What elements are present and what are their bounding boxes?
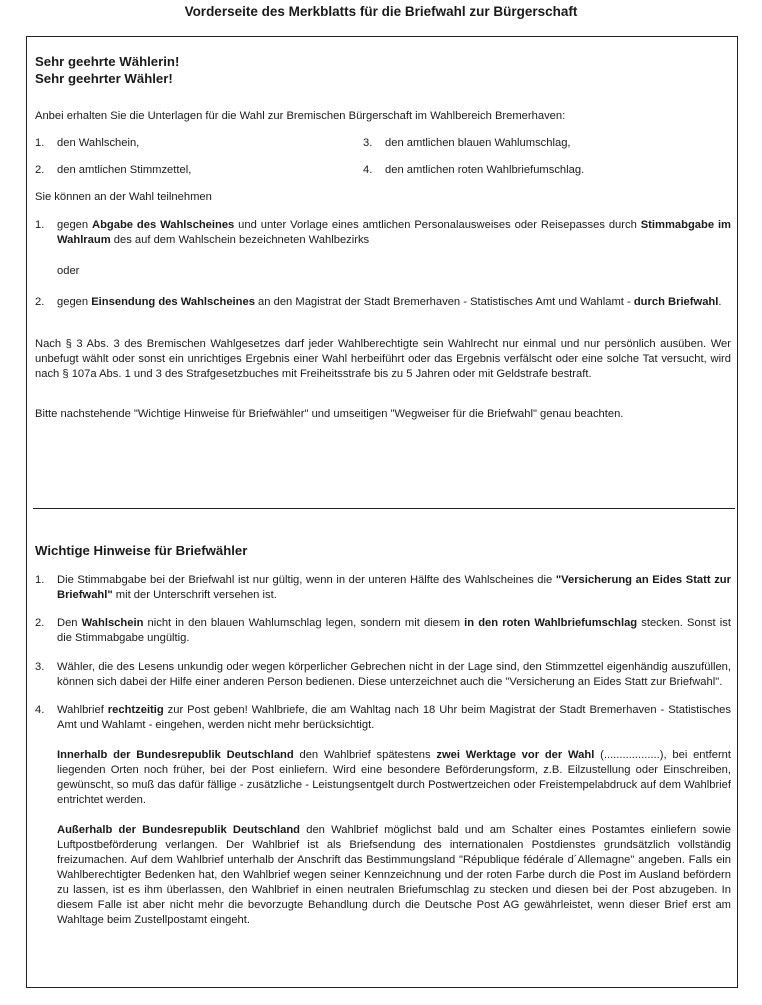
hint-number: 1. — [35, 574, 45, 586]
list-text: den amtlichen Stimmzettel, — [57, 164, 192, 176]
hint-text: Wahlbrief rechtzeitig zur Post geben! Wahlbriefe, die am Wahltag nach 18 Uhr beim Magistrat der Stadt Bremerhaven - Statistisches Amt und Wahlamt - eingehen, werden nicht mehr berücksichtigt. — [57, 704, 731, 731]
legal-notice: Nach § 3 Abs. 3 des Bremischen Wahlgesetzes darf jeder Wahlberechtigte sein Wahlrecht nur einmal und nur persönlich ausüben. Wer unbefugt wählt oder sonst ein unrichtiges Ergebnis einer Wahl herbeiführt oder das Ergebnis verfälscht oder eine solche Tat versucht, wird nach § 107a Abs. 1 und 3 des Strafgesetzbuches mit Freiheitsstrafe bis zu 5 Jahren oder mit Geldstrafe bestraft. — [35, 338, 731, 380]
list-item — [363, 163, 731, 178]
letter-section — [35, 53, 731, 422]
document-title: Vorderseite des Merkblatts für die Briefwahl zur Bürgerschaft — [184, 4, 578, 19]
hint-text: Die Stimmabgabe bei der Briefwahl ist nur gültig, wenn in der unteren Hälfte des Wahlscheines die "Versicherung an Eides Statt zur Briefwahl" mit der Unterschrift versehen ist. — [57, 574, 731, 601]
option-number: 2. — [35, 296, 45, 308]
hint-text: Den Wahlschein nicht in den blauen Wahlumschlag legen, sondern mit diesem in den roten Wahlbriefumschlag stecken. Sonst ist die Stimmabgabe ungültig. — [57, 617, 731, 644]
hint-number: 4. — [35, 704, 45, 716]
or-text: oder — [57, 265, 80, 277]
list-item — [35, 136, 363, 151]
hints-section — [35, 542, 731, 928]
hint-item — [35, 616, 731, 646]
document-frame — [26, 36, 738, 988]
greeting-male: Sehr geehrter Wähler! — [35, 71, 173, 86]
greeting-female: Sehr geehrte Wählerin! — [35, 54, 180, 69]
option-text: gegen Abgabe des Wahlscheines und unter Vorlage eines amtlichen Personalausweises oder Reisepasses durch Stimmabgabe im Wahlraum des auf dem Wahlschein bezeichneten Wahlbezirks — [57, 219, 732, 246]
list-item — [363, 136, 731, 151]
documents-list-row-1 — [35, 136, 731, 151]
abroad-mailing-text: Außerhalb der Bundesrepublik Deutschland den Wahlbrief möglichst bald und am Schalter eines Postamtes einliefern sowie Luftpostbeförderung verlangen. Der Wahlbrief ist als Briefsendung des internationalen Postdienstes grundsätzlich vollständig freizumachen. Auf dem Wahlbrief unterhalb der Anschrift das Bestimmungsland "République fédérale d´Allemagne" angeben. Falls ein Wahlberechtigter Bedenken hat, den Wahlbrief wegen seiner Kennzeichnung und der roten Farbe durch die Post im Ausland befördern zu lassen, ist es ihm überlassen, den Wahlbrief in einen neutralen Briefumschlag zu stecken und diesen bei der Post abzugeben. In diesem Falle ist aber nicht mehr die bevorzugte Behandlung durch die Deutsche Post AG gewährleistet, wenn dieser Brief erst am Wahltage beim Zustellpostamt eingeht. — [57, 824, 731, 926]
list-number: 3. — [363, 137, 373, 149]
hint-number: 3. — [35, 661, 45, 673]
list-text: den Wahlschein, — [57, 137, 140, 149]
domestic-mailing-text: Innerhalb der Bundesrepublik Deutschland den Wahlbrief spätestens zwei Werktage vor der Wahl (..................), bei entfernt liegenden Orten noch früher, bei der Post einliefern. Wird eine besondere Beförderungsform, z.B. Eilzustellung oder Einschreiben, gewünscht, so muß das dafür fällige - zusätzliche - Leistungsentgelt durch Postwertzeichen oder Freistempelabdruck auf dem Wahlbrief entrichtet werden. — [57, 749, 732, 806]
option-postal-vote — [35, 295, 731, 310]
participate-text: Sie können an der Wahl teilnehmen — [35, 191, 212, 203]
hint-item — [35, 660, 731, 690]
list-number: 2. — [35, 164, 45, 176]
section-divider — [33, 508, 735, 509]
hint-item — [35, 573, 731, 603]
list-text: den amtlichen roten Wahlbriefumschlag. — [385, 164, 585, 176]
documents-list-row-2 — [35, 163, 731, 178]
intro-text: Anbei erhalten Sie die Unterlagen für die Wahl zur Bremischen Bürgerschaft im Wahlbereich Bremerhaven: — [35, 110, 566, 122]
list-number: 4. — [363, 164, 373, 176]
hint-item — [35, 703, 731, 733]
hint-text: Wähler, die des Lesens unkundig oder wegen körperlicher Gebrechen nicht in der Lage sind, den Stimmzettel eigenhändig auszufüllen, können sich dabei der Hilfe einer anderen Person bedienen. Diese unterzeichnet auch die "Versicherung an Eides Statt zur Briefwahl". — [57, 661, 731, 688]
option-polling-station — [35, 218, 731, 248]
list-text: den amtlichen blauen Wahlumschlag, — [385, 137, 571, 149]
hint-number: 2. — [35, 617, 45, 629]
instruction-note: Bitte nachstehende "Wichtige Hinweise für Briefwähler" und umseitigen "Wegweiser für die Briefwahl" genau beachten. — [35, 408, 624, 420]
hints-heading: Wichtige Hinweise für Briefwähler — [35, 543, 248, 558]
list-item — [35, 163, 363, 178]
list-number: 1. — [35, 137, 45, 149]
option-number: 1. — [35, 219, 45, 231]
option-text: gegen Einsendung des Wahlscheines an den Magistrat der Stadt Bremerhaven - Statistisches Amt und Wahlamt - durch Briefwahl. — [57, 296, 722, 308]
